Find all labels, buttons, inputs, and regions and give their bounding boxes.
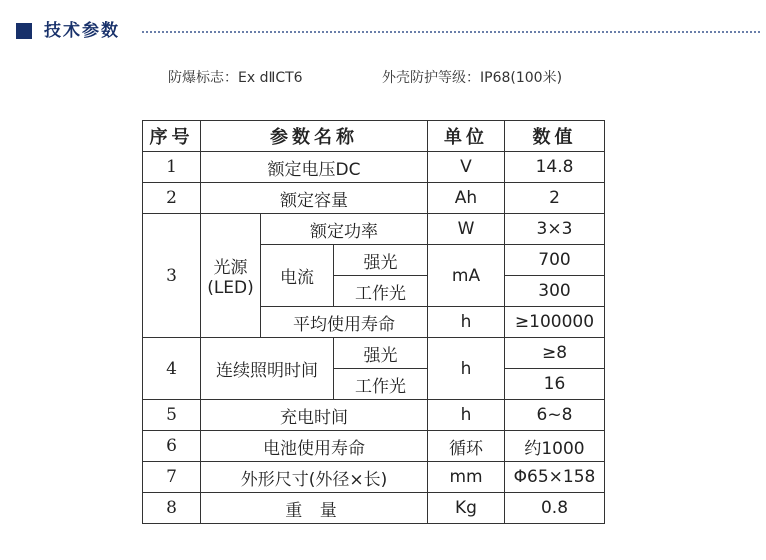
spec-table bbox=[142, 120, 605, 524]
row-no: 2 bbox=[143, 183, 201, 214]
header-value: 数值 bbox=[505, 121, 605, 152]
row-no: 1 bbox=[143, 152, 201, 183]
table-row bbox=[143, 152, 605, 183]
row-no: 3 bbox=[143, 214, 201, 338]
light-source-led-label: (LED) bbox=[207, 278, 254, 298]
row-no: 6 bbox=[143, 431, 201, 462]
row-unit: V bbox=[428, 152, 505, 183]
row-no: 8 bbox=[143, 493, 201, 524]
table-row bbox=[143, 183, 605, 214]
row-value: 2 bbox=[505, 183, 605, 214]
sub-label-work: 工作光 bbox=[334, 276, 428, 307]
section-square-icon bbox=[16, 23, 32, 39]
row-value: 14.8 bbox=[505, 152, 605, 183]
row-name: 重 量 bbox=[201, 493, 428, 524]
dotted-divider bbox=[142, 31, 760, 33]
table-row bbox=[143, 214, 605, 245]
row-value: ≥8 bbox=[505, 338, 605, 369]
explosion-proof-mark: 防爆标志：Ex dⅡCT6 bbox=[168, 70, 303, 86]
header-unit: 单位 bbox=[428, 121, 505, 152]
table-row bbox=[143, 431, 605, 462]
row-value: 300 bbox=[505, 276, 605, 307]
row-name: 额定容量 bbox=[201, 183, 428, 214]
row-unit: h bbox=[428, 338, 505, 400]
row-name: 外形尺寸(外径×长) bbox=[201, 462, 428, 493]
row-name: 额定电压DC bbox=[201, 152, 428, 183]
row-unit: mA bbox=[428, 245, 505, 307]
row-value: 约1000 bbox=[505, 431, 605, 462]
row-value: 700 bbox=[505, 245, 605, 276]
table-row bbox=[143, 462, 605, 493]
row-name: 充电时间 bbox=[201, 400, 428, 431]
table-header-row bbox=[143, 121, 605, 152]
row-value: Φ65×158 bbox=[505, 462, 605, 493]
section-header bbox=[16, 20, 760, 44]
row-name: 额定功率 bbox=[261, 214, 428, 245]
row-no: 5 bbox=[143, 400, 201, 431]
header-param: 参数名称 bbox=[201, 121, 428, 152]
table-row bbox=[143, 338, 605, 369]
sub-label-strong: 强光 bbox=[334, 245, 428, 276]
light-source-label: 光源 bbox=[213, 258, 248, 278]
sub-label-work: 工作光 bbox=[334, 369, 428, 400]
header-index: 序号 bbox=[143, 121, 201, 152]
row-unit: h bbox=[428, 400, 505, 431]
row-name: 连续照明时间 bbox=[201, 338, 334, 400]
row-value: ≥100000 bbox=[505, 307, 605, 338]
row-name: 电池使用寿命 bbox=[201, 431, 428, 462]
row-value: 3×3 bbox=[505, 214, 605, 245]
row-unit: Ah bbox=[428, 183, 505, 214]
row-value: 6~8 bbox=[505, 400, 605, 431]
row-name: 平均使用寿命 bbox=[261, 307, 428, 338]
row-unit: 循环 bbox=[428, 431, 505, 462]
row-no: 7 bbox=[143, 462, 201, 493]
section-title: 技术参数 bbox=[44, 21, 120, 41]
row-unit: h bbox=[428, 307, 505, 338]
table-row bbox=[143, 493, 605, 524]
light-source-group bbox=[201, 214, 261, 338]
table-row bbox=[143, 400, 605, 431]
row-no: 4 bbox=[143, 338, 201, 400]
row-unit: mm bbox=[428, 462, 505, 493]
row-value: 16 bbox=[505, 369, 605, 400]
row-unit: Kg bbox=[428, 493, 505, 524]
row-unit: W bbox=[428, 214, 505, 245]
current-label: 电流 bbox=[261, 245, 334, 307]
enclosure-protection: 外壳防护等级：IP68(100米) bbox=[382, 70, 563, 86]
row-value: 0.8 bbox=[505, 493, 605, 524]
sub-label-strong: 强光 bbox=[334, 338, 428, 369]
